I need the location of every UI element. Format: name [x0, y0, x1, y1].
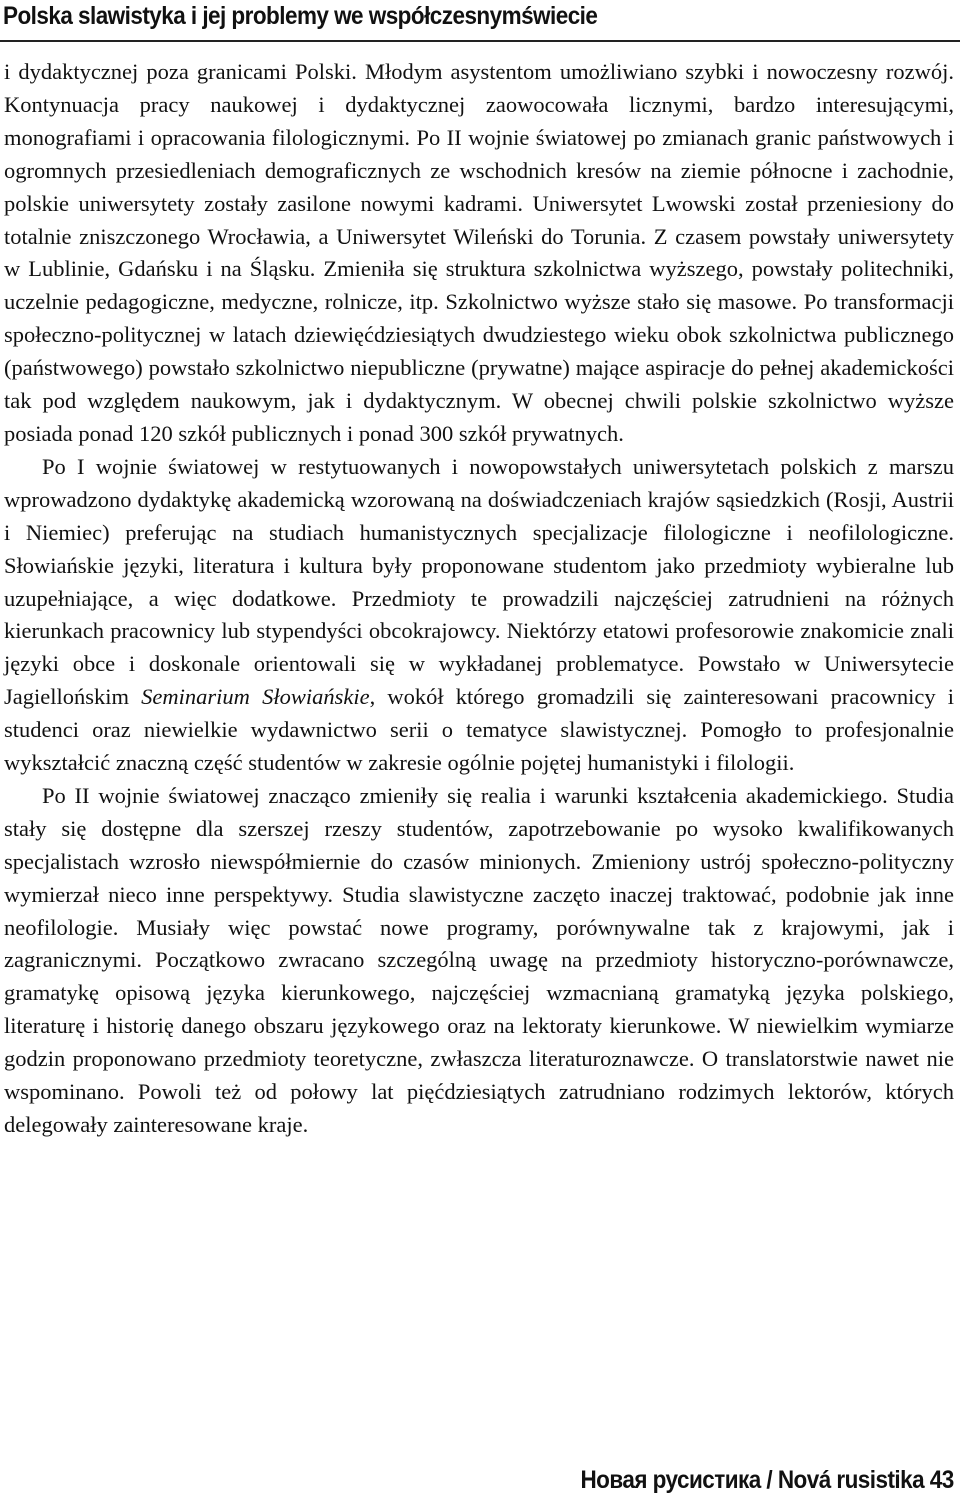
- paragraph-2-text-before: Po I wojnie światowej w restytuowanych i nowopowstałych uniwersytetach polskich z marszu wprowadzono dydaktykę akademicką wzorowaną na doświadczeniach krajów sąsiedzkich (Rosji, Austrii i Niemiec) preferując na studiach humanistycznych specjalizacje filologiczne i neofilologiczne. Słowiańskie języki, literatura i kultura były proponowane studentom jako przedmioty wybieralne lub uzupełniające, a więc dodatkowe. Przedmioty te prowadzili najczęściej zatrudnieni na różnych kierunkach pracownicy lub stypendyści obcokrajowcy. Niektórzy etatowi profesorowie znakomicie znali języki obce i doskonale orientowali się w wykładanej problematyce. Powstało w Uniwersytecie Jagiellońskim: [4, 453, 954, 710]
- running-footer: Новая русистика / Nová rusistika 43: [580, 1466, 954, 1494]
- paragraph-3: Po II wojnie światowej znacząco zmieniły się realia i warunki kształcenia akademickiego. Studia stały się dostępne dla szerszej rzeszy studentów, zapotrzebowanie po wysoko kwalifikowanych specjalistach wzrosło niewspółmiernie do czasów minionych. Zmieniony ustrój społeczno-polityczny wymierzał nieco inne perspektywy. Studia slawistyczne zaczęto inaczej traktować, podobnie jak inne neofilologie. Musiały więc powstać nowe programy, porównywalne tak z krajowymi, jak i zagranicznymi. Początkowo zwracano szczególną uwagę na przedmioty historyczno-porównawcze, gramatykę opisową języka kierunkowego, najczęściej wzmacnianą gramatyką języka polskiego, literaturę i historię danego obszaru językowego oraz na lektoraty kierunkowe. W niewielkim wymiarze godzin proponowano przedmioty teoretyczne, zwłaszcza literaturoznawcze. O translatorstwie nawet nie wspominano. Powoli też od połowy lat pięćdziesiątych zatrudniano rodzimych lektorów, których delegowały zainteresowane kraje.: [4, 782, 954, 1137]
- article-body: [4, 56, 954, 1142]
- paragraph-2-italic-title: Seminarium Słowiańskie: [141, 684, 370, 710]
- paragraph-2-text-after: , wokół którego gromadzili się zainteresowani pracownicy i studenci oraz niewielkie wydawnictwo serii o tematyce slawistycznej. Pomogło to profesjonalnie wykształcić znaczną część studentów w zakresie ogólnie pojętej humanistyki i filologii.: [4, 684, 954, 776]
- header-rule: [0, 40, 960, 42]
- running-header: Polska slawistyka i jej problemy we współczesnymświecie: [3, 2, 598, 30]
- paragraph-1: i dydaktycznej poza granicami Polski. Młodym asystentom umożliwiano szybki i nowoczesny rozwój. Kontynuacja pracy naukowej i dydaktycznej zaowocowała licznymi, bardzo interesującymi, monografiami i opracowania filologicznymi. Po II wojnie światowej po zmianach granic państwowych i ogromnych przesiedleniach demograficznych ze wschodnich kresów na ziemie północne i zachodnie, polskie uniwersytety zostały zasilone nowymi kadrami. Uniwersytet Lwowski został przeniesiony do totalnie zniszczonego Wrocławia, a Uniwersytet Wileński do Torunia. Z czasem powstały uniwersytety w Lublinie, Gdańsku i na Śląsku. Zmieniła się struktura szkolnictwa wyższego, powstały politechniki, uczelnie pedagogiczne, medyczne, rolnicze, itp. Szkolnictwo wyższe stało się masowe. Po transformacji społeczno-politycznej w latach dziewięćdziesiątych dwudziestego wieku obok szkolnictwa publicznego (państwowego) powstało szkolnictwo niepubliczne (prywatne) mające aspiracje do pełnej akademickości tak pod względem naukowym, jak i dydaktycznym. W obecnej chwili polskie szkolnictwo wyższe posiada ponad 120 szkół publicznych i ponad 300 szkół prywatnych.: [4, 59, 954, 446]
- paragraph-2: [4, 451, 954, 780]
